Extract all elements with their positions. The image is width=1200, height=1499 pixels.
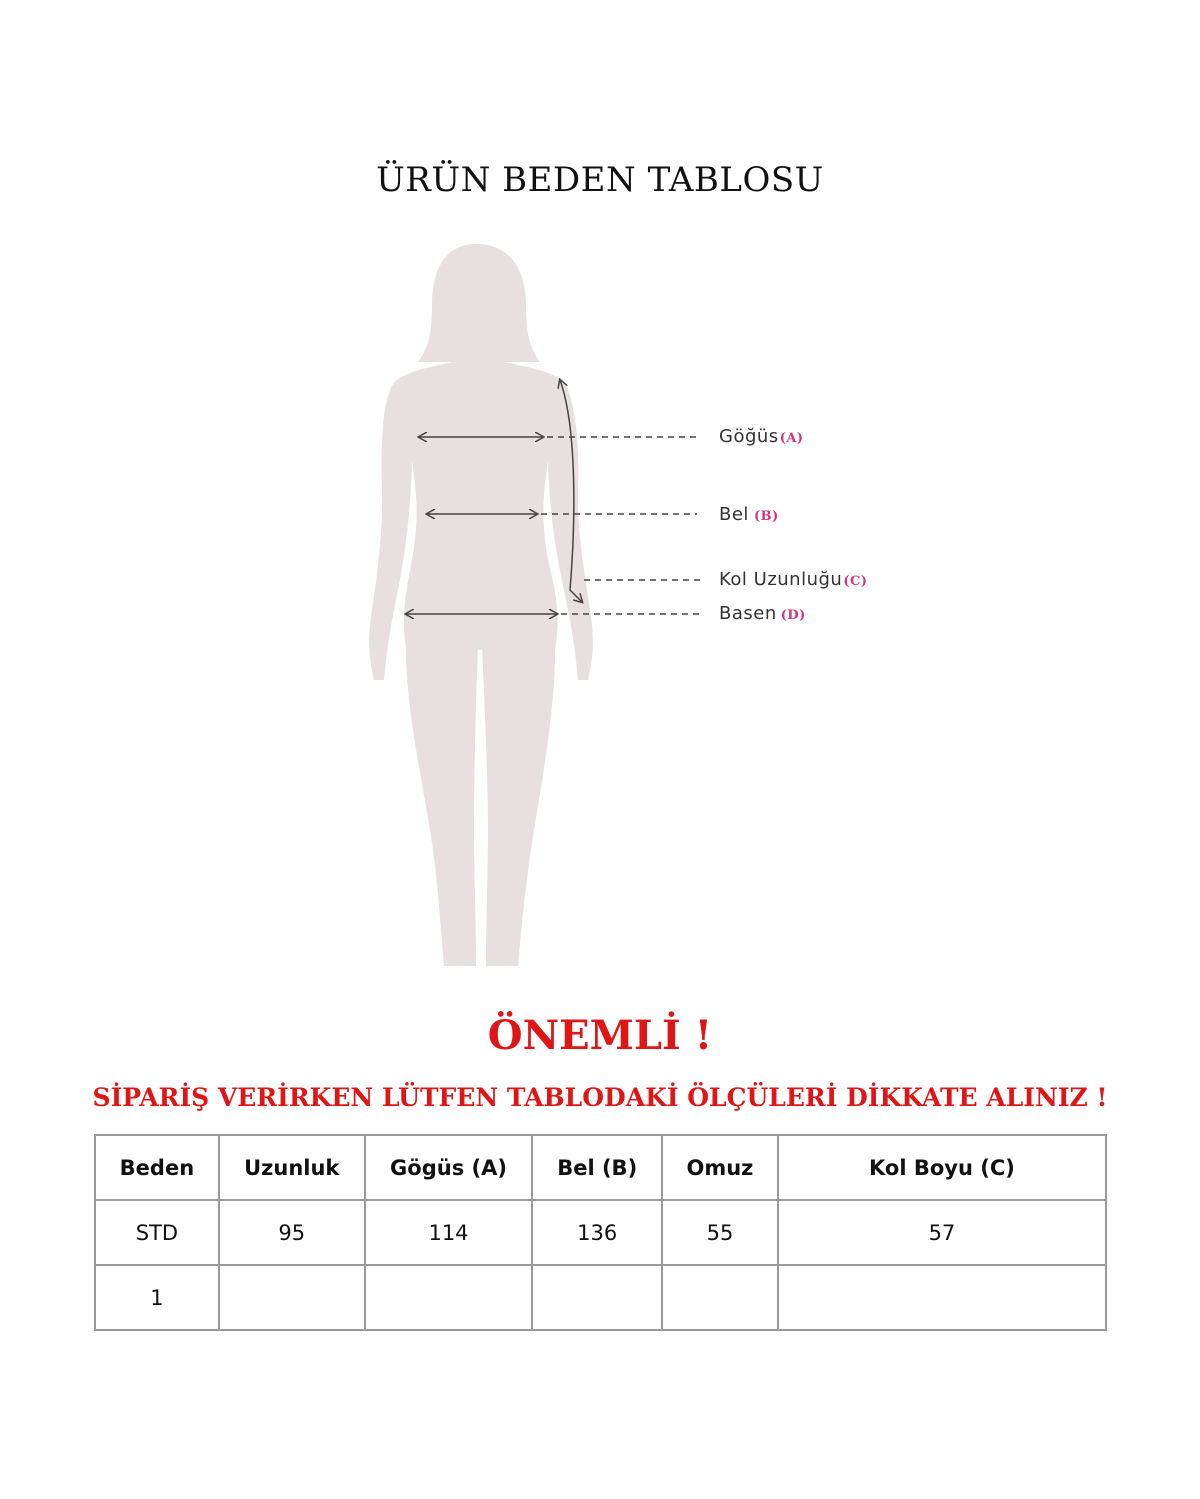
table-cell [778, 1265, 1106, 1330]
measurement-name: Göğüs [719, 426, 779, 447]
table-cell [662, 1265, 778, 1330]
table-cell: 55 [662, 1200, 778, 1265]
header-cell: Omuz [662, 1135, 778, 1200]
woman-silhouette [369, 244, 593, 966]
measurement-label-chest [719, 426, 804, 447]
body-silhouette-figure [0, 230, 1200, 980]
measurement-code: (D) [780, 608, 806, 623]
header-cell: Kol Boyu (C) [778, 1135, 1106, 1200]
page-title: ÜRÜN BEDEN TABLOSU [376, 160, 824, 200]
measurement-name: Bel [719, 504, 749, 525]
measurement-code: (B) [753, 509, 779, 524]
measurement-name: Kol Uzunluğu [719, 569, 843, 590]
order-notice: SİPARİŞ VERİRKEN LÜTFEN TABLODAKİ ÖLÇÜLERİ DİKKATE ALINIZ ! [92, 1083, 1108, 1112]
table-cell: 95 [219, 1200, 365, 1265]
header-cell: Uzunluk [219, 1135, 365, 1200]
table-header-row [95, 1135, 1106, 1200]
size-table [94, 1134, 1107, 1331]
table-row [95, 1265, 1106, 1330]
table-cell: 1 [95, 1265, 219, 1330]
measurement-code: (A) [779, 431, 804, 446]
table-cell [365, 1265, 533, 1330]
measurement-code: (C) [843, 574, 868, 589]
measurement-name: Basen [719, 603, 777, 624]
measurement-label-waist [719, 504, 779, 525]
header-cell: Beden [95, 1135, 219, 1200]
header-cell: Bel (B) [532, 1135, 662, 1200]
table-row [95, 1200, 1106, 1265]
table-cell: 114 [365, 1200, 533, 1265]
table-cell: 136 [532, 1200, 662, 1265]
table-cell [532, 1265, 662, 1330]
table-cell: STD [95, 1200, 219, 1265]
header-cell: Gögüs (A) [365, 1135, 533, 1200]
measurement-label-hip [719, 603, 806, 624]
measurement-label-sleeve [719, 569, 867, 590]
table-cell: 57 [778, 1200, 1106, 1265]
important-heading: ÖNEMLİ ! [487, 1012, 713, 1059]
table-cell [219, 1265, 365, 1330]
